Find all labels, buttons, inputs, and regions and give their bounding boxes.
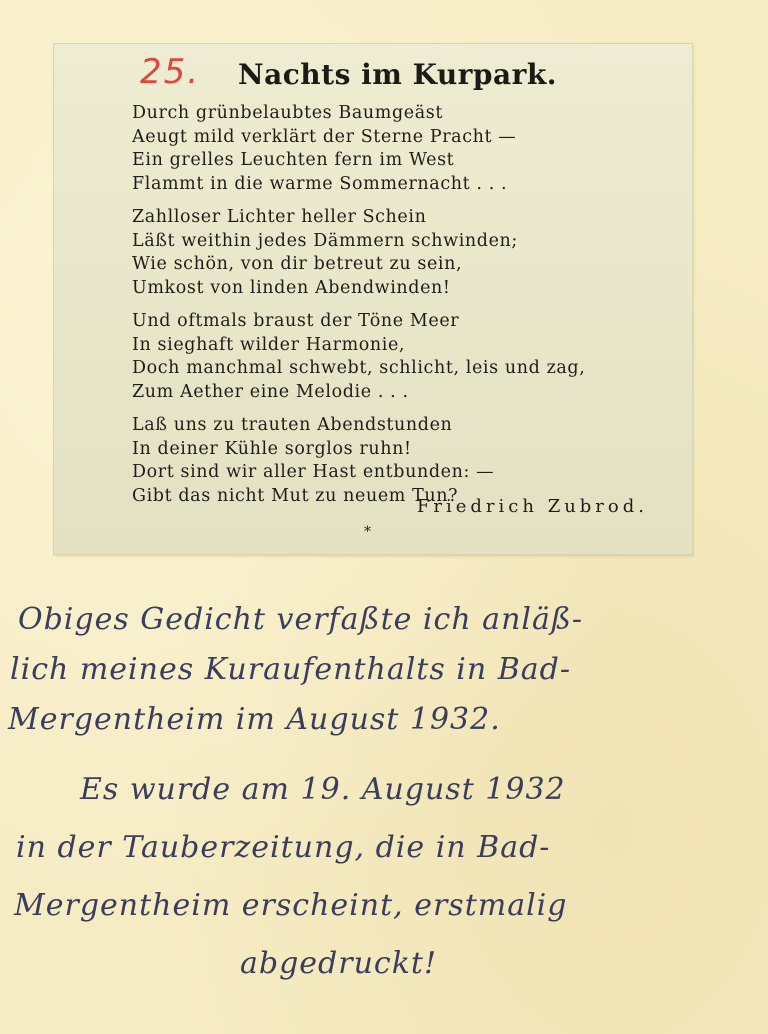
stanza-4	[132, 414, 662, 508]
note-line: Mergentheim erscheint, erstmalig	[14, 888, 568, 923]
poem-line: Doch manchmal schwebt, schlicht, leis und zag,	[132, 358, 586, 378]
poem-line: Zahlloser Lichter heller Schein	[132, 207, 427, 227]
poem-line: Umkost von linden Abendwinden!	[132, 277, 451, 298]
poem-line: In sieghaft wilder Harmonie,	[132, 334, 406, 355]
newspaper-clipping	[54, 44, 692, 554]
poem-line: Flammt in die warme Sommernacht . . .	[132, 173, 508, 194]
stanza-1	[132, 102, 662, 196]
note-line: Es wurde am 19. August 1932	[80, 772, 566, 807]
poem-title: Nachts im Kurpark.	[238, 58, 558, 91]
poem-line: Laß uns zu trauten Abendstunden	[132, 415, 453, 435]
note-line: lich meines Kuraufenthalts in Bad-	[10, 652, 572, 687]
note-line: Mergentheim im August 1932.	[8, 702, 501, 737]
clipping-number: 25.	[140, 52, 201, 92]
poem-line: Durch grünbelaubtes Baumgeäst	[132, 103, 443, 123]
note-line: in der Tauberzeitung, die in Bad-	[16, 830, 551, 865]
poem-line: Gibt das nicht Mut zu neuem Tun?	[132, 485, 459, 506]
poem-author: Friedrich Zubrod.	[416, 496, 648, 517]
poem-line: Und oftmals braust der Töne Meer	[132, 311, 460, 331]
poem-line: In deiner Kühle sorglos ruhn!	[132, 438, 412, 459]
poem-body	[132, 102, 662, 518]
poem-line: Aeugt mild verklärt der Sterne Pracht —	[132, 126, 517, 147]
poem-line: Zum Aether eine Melodie . . .	[132, 381, 409, 402]
stanza-2	[132, 206, 662, 300]
poem-line: Dort sind wir aller Hast entbunden: —	[132, 462, 495, 482]
poem-line: Läßt weithin jedes Dämmern schwinden;	[132, 230, 518, 251]
poem-line: Wie schön, von dir betreut zu sein,	[132, 254, 463, 274]
note-line: Obiges Gedicht verfaßte ich anläß-	[18, 602, 584, 637]
stanza-3	[132, 310, 662, 404]
asterisk-ornament: *	[364, 524, 371, 540]
note-line: abgedruckt!	[240, 946, 438, 981]
poem-line: Ein grelles Leuchten fern im West	[132, 150, 455, 170]
